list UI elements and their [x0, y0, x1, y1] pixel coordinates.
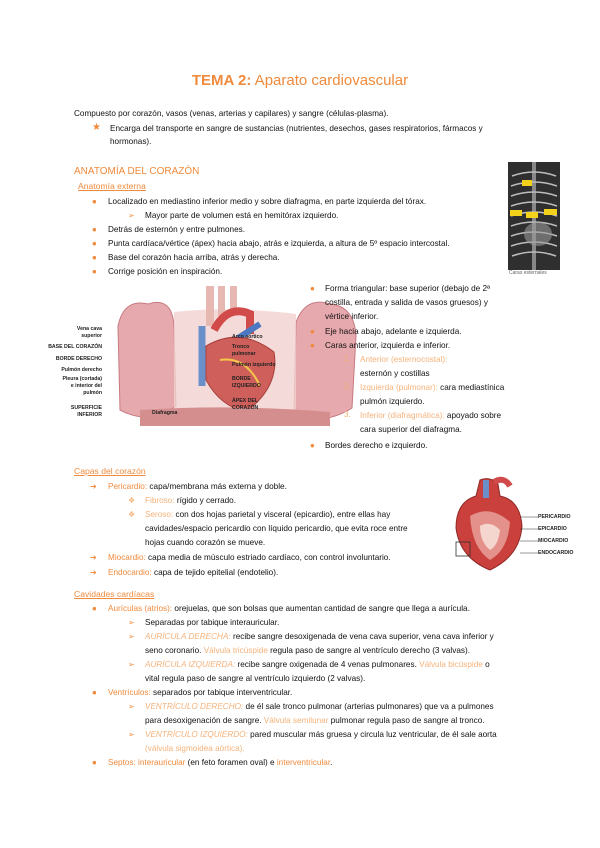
auriculas-text: orejuelas, que son bolsas que aumentan cantidad de sangre que llega a aurícula.	[172, 604, 470, 613]
intro-star-item-cont: hormonas).	[110, 137, 152, 146]
subheading-cavidades: Cavidades cardíacas	[74, 589, 155, 599]
cara-izquierda-label: Izquierda (pulmonar):	[360, 383, 438, 392]
dot-bullet-icon: ●	[92, 225, 97, 234]
valvula-bicuspide: Válvula bicúspide	[416, 660, 483, 669]
cara-izquierda-text: cara mediastínica	[437, 383, 505, 392]
fibroso-label: Fibroso:	[145, 496, 175, 505]
dot-bullet-icon: ●	[310, 327, 315, 336]
label-pericardio: PERICARDIO	[538, 514, 571, 520]
cara-izquierda-cont: pulmón izquierdo.	[360, 397, 425, 406]
septos-label: Septos:	[108, 758, 136, 767]
label-corazon: CORAZÓN	[232, 405, 259, 411]
label-pleura: Pleura (cortada)	[62, 376, 102, 382]
ventriculos-item	[108, 687, 292, 699]
septos-text: (en feto foramen oval) e	[185, 758, 275, 767]
arrow-right-icon: ➔	[90, 482, 97, 491]
diamond-bullet-icon: ❖	[128, 510, 136, 519]
list-item: Base del corazón hacia arriba, atrás y derecha.	[108, 253, 280, 262]
cara-izquierda	[360, 382, 504, 394]
dot-bullet-icon: ●	[92, 758, 97, 767]
pericardio-label: Pericardio:	[108, 482, 148, 491]
section-heading-anatomia: ANATOMÍA DEL CORAZÓN	[74, 166, 200, 177]
arrow-bullet-icon: ➢	[128, 730, 135, 739]
label-base-corazon: BASE DEL CORAZÓN	[48, 344, 102, 350]
label-izquierdo: IZQUIERDO	[232, 383, 261, 389]
septo-interventricular: interventricular	[274, 758, 331, 767]
chest-xray-image	[508, 162, 560, 270]
layer-lines	[520, 512, 538, 560]
dot-bullet-icon: ●	[92, 239, 97, 248]
tricuspide-text: regula paso de sangre al ventrículo derecho (3 valvas).	[267, 646, 470, 655]
arrow-bullet-icon: ➢	[128, 660, 135, 669]
semilunar-text: pulmonar regula paso de sangre al tronco.	[328, 716, 485, 725]
fibroso-text: rígido y cerrado.	[174, 496, 237, 505]
label-epicardio: EPICARDIO	[538, 526, 567, 532]
dot-bullet-icon: ●	[92, 604, 97, 613]
label-vena-cava: Vena cava	[76, 326, 102, 332]
list-item: Mayor parte de volumen está en hemitórax izquierdo.	[145, 211, 339, 220]
capa-fibroso	[145, 495, 236, 507]
label-apex: ÁPEX DEL	[232, 398, 258, 404]
dot-bullet-icon: ●	[92, 267, 97, 276]
list-item: Eje hacia abajo, adelante e izquierda.	[325, 327, 462, 336]
auricula-izquierda-cont: vital regula paso de sangre al ventrículo izquierdo (2 valvas).	[145, 674, 366, 683]
endocardio-label: Endocardio:	[108, 568, 152, 577]
pericardio-text: capa/membrana más externa y doble.	[147, 482, 287, 491]
cara-inferior-text: apoyado sobre	[444, 411, 502, 420]
arrow-bullet-icon: ➢	[128, 211, 135, 220]
intro-star-item: Encarga del transporte en sangre de sustancias (nutrientes, desechos, gases respiratorios, fármacos y	[110, 124, 483, 133]
ventriculo-izquierdo-label: VENTRÍCULO IZQUIERDO:	[145, 730, 248, 739]
ventriculo-derecho	[145, 701, 494, 713]
arrow-bullet-icon: ➢	[128, 632, 135, 641]
valvula-semilunar: Válvula semilunar	[261, 716, 329, 725]
valvula-tricuspide: Válvula tricúspide	[201, 646, 268, 655]
desoxigenacion-text: para desoxigenación de sangre.	[145, 716, 262, 725]
label-diafragma: Diafragma	[152, 410, 178, 416]
miocardio-text: capa media de músculo estriado cardíaco, con control involuntario.	[145, 553, 391, 562]
label-pulmonar: pulmonar	[232, 351, 256, 357]
seroso-text: con dos hojas parietal y visceral (epicardio), entre ellas hay	[173, 510, 391, 519]
label-endocardio: ENDOCARDIO	[538, 550, 574, 556]
capa-endocardio	[108, 567, 278, 579]
label-arco-aortico: Arco aórtico	[232, 334, 263, 340]
diamond-bullet-icon: ❖	[128, 496, 136, 505]
seno-coronario-text: seno coronario.	[145, 646, 202, 655]
cara-inferior	[360, 410, 501, 422]
seroso-cont-2: hojas cuando corazón se mueve.	[145, 538, 266, 547]
star-bullet-icon: ★	[92, 122, 101, 133]
capa-pericardio	[108, 481, 287, 493]
capa-seroso	[145, 509, 390, 521]
valvula-sigmoidea: (válvula sigmoidea aórtica).	[145, 744, 245, 753]
septos-period: .	[330, 758, 333, 767]
arrow-right-icon: ➔	[90, 568, 97, 577]
auricula-derecha-text: recibe sangre desoxigenada de vena cava superior, vena cava inferior y	[230, 632, 494, 641]
arrow-bullet-icon: ➢	[128, 618, 135, 627]
list-item-cont: costilla, entrada y salida de vasos gruesos) y	[325, 298, 488, 307]
xray-caption: Caras esternales	[509, 270, 547, 276]
ventriculo-izquierdo	[145, 729, 497, 741]
capa-miocardio	[108, 552, 391, 564]
label-pulmon-derecho: Pulmón derecho	[61, 367, 102, 373]
auriculas-label: Aurículas (atrios):	[108, 604, 173, 613]
ventriculos-text: separados por tabique interventricular.	[150, 688, 293, 697]
list-item: Caras anterior, izquierda e inferior.	[325, 341, 451, 350]
auricula-derecha-label: AURÍCULA DERECHA:	[145, 632, 231, 641]
label-inferior: INFERIOR	[77, 412, 102, 418]
septos-item	[108, 757, 332, 769]
arrow-bullet-icon: ➢	[128, 702, 135, 711]
dot-bullet-icon: ●	[310, 284, 315, 293]
ventriculo-derecho-text: de él sale tronco pulmonar (arterias pulmonares) que va a pulmones	[243, 702, 494, 711]
miocardio-label: Miocardio:	[108, 553, 146, 562]
cara-anterior-text: esternón y costillas	[360, 369, 430, 378]
list-item-cont: vértice inferior.	[325, 312, 379, 321]
intro-line: Compuesto por corazón, vasos (venas, arterias y capilares) y sangre (células-plasma).	[74, 109, 389, 118]
ventriculos-label: Ventrículos:	[108, 688, 151, 697]
ventriculo-izquierdo-text: pared muscular más gruesa y circula luz ventricular, de él sale aorta	[247, 730, 497, 739]
septo-interauricular: interauricular	[135, 758, 186, 767]
cara-inferior-cont: cara superior del diafragma.	[360, 425, 462, 434]
auricula-izquierda-text: recibe sangre oxigenada de 4 venas pulmonares.	[235, 660, 417, 669]
label-pleura-3: pulmón	[83, 390, 102, 396]
bicuspide-o: o	[482, 660, 490, 669]
dot-bullet-icon: ●	[310, 341, 315, 350]
number-1: 1.	[344, 354, 351, 363]
seroso-label: Seroso:	[145, 510, 174, 519]
endocardio-text: capa de tejido epitelial (endotelio).	[151, 568, 279, 577]
title-rest: Aparato cardiovascular	[251, 72, 409, 89]
list-item: Forma triangular: base superior (debajo de 2ª	[325, 284, 491, 293]
label-borde: BORDE	[232, 376, 251, 382]
dot-bullet-icon: ●	[92, 688, 97, 697]
label-tronco: Tronco	[232, 344, 250, 350]
auricula-izquierda-label: AURÍCULA IZQUIERDA:	[145, 660, 236, 669]
list-item: Punta cardíaca/vértice (ápex) hacia abajo, atrás e izquierda, a altura de 5º espacio intercostal.	[108, 239, 450, 248]
dot-bullet-icon: ●	[92, 253, 97, 262]
cara-inferior-label: Inferior (diafragmática):	[360, 411, 445, 420]
list-item: Corrige posición en inspiración.	[108, 267, 223, 276]
heart-layers-illustration	[450, 476, 528, 572]
label-borde-derecho: BORDE DERECHO	[55, 356, 102, 362]
list-item: Bordes derecho e izquierdo.	[325, 441, 428, 450]
page-title	[0, 72, 600, 89]
cara-anterior-label: Anterior (esternocostal):	[360, 355, 448, 364]
dot-bullet-icon: ●	[92, 197, 97, 206]
seroso-cont: cavidades/espacio pericardio con líquido pericardio, que evita roce entre	[145, 524, 408, 533]
label-pulmon-izquierdo: Pulmón izquierdo	[232, 362, 276, 368]
number-2: 2.	[344, 382, 351, 391]
number-3: 3.	[344, 410, 351, 419]
ventriculo-derecho-cont	[145, 715, 485, 727]
label-superficie: SUPERFICIE	[70, 405, 102, 411]
auricula-derecha	[145, 631, 494, 643]
list-item: Detrás de esternón y entre pulmones.	[108, 225, 245, 234]
title-prefix: TEMA 2:	[191, 72, 252, 89]
list-item: Localizado en mediastino inferior medio y sobre diafragma, en parte izquierda del tórax.	[108, 197, 427, 206]
auricula-izquierda	[145, 659, 490, 671]
dot-bullet-icon: ●	[310, 441, 315, 450]
subheading-anatomia-externa: Anatomía externa	[78, 181, 146, 191]
arrow-right-icon: ➔	[90, 553, 97, 562]
subheading-capas: Capas del corazón	[74, 466, 146, 476]
ventriculo-derecho-label: VENTRÍCULO DERECHO:	[145, 702, 244, 711]
label-pleura-2: e interior del	[70, 383, 102, 389]
sep-interauricular: Separadas por tabique interauricular.	[145, 618, 280, 627]
auriculas-item	[108, 603, 470, 615]
label-superior: superior	[81, 333, 102, 339]
label-miocardio: MIOCARDIO	[538, 538, 569, 544]
auricula-derecha-cont	[145, 645, 470, 657]
